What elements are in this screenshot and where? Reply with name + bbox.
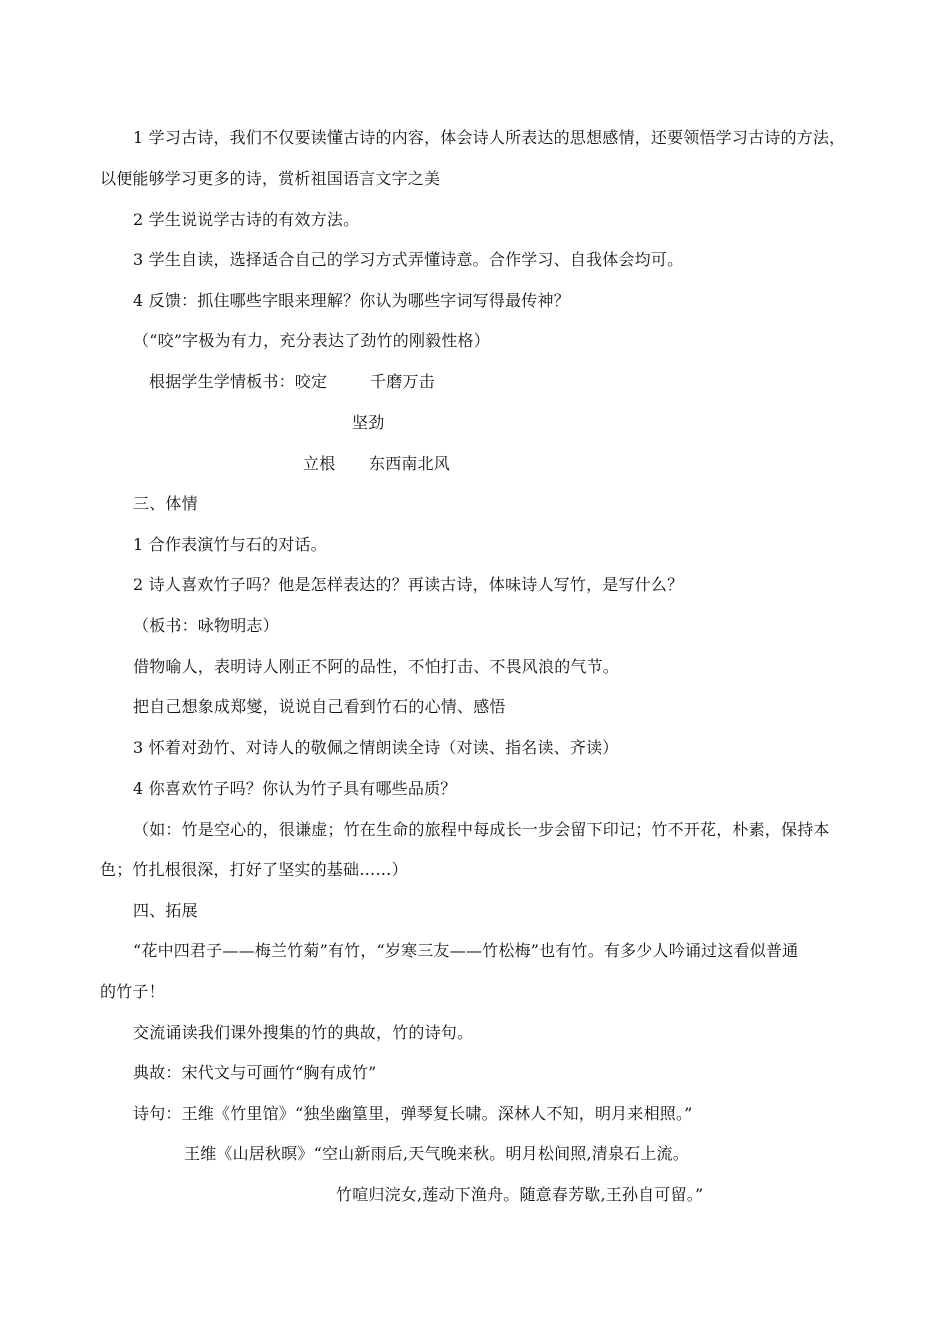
- section-heading-4: 四、拓展: [133, 901, 198, 920]
- poem-line-2: 王维《山居秋暝》“空山新雨后,天气晚来秋。明月松间照,清泉石上流。: [184, 1144, 689, 1163]
- board-writing-left: 根据学生学情板书：咬定: [149, 372, 328, 391]
- allusion-line: 典故：宋代文与可画竹“胸有成竹”: [133, 1063, 377, 1082]
- step-3-self-reading: 3 学生自读，选择适合自己的学习方式弄懂诗意。合作学习、自我体会均可。: [133, 250, 684, 269]
- board-writing-center: 坚劲: [352, 413, 385, 432]
- paragraph-metaphor: 借物喻人，表明诗人刚正不阿的品性，不怕打击、不畏风浪的气节。: [133, 657, 620, 676]
- item-3-1: 1 合作表演竹与石的对话。: [133, 535, 327, 554]
- section-heading-3: 三、体情: [133, 494, 198, 513]
- item-3-2: 2 诗人喜欢竹子吗？他是怎样表达的？再读古诗，体味诗人写竹，是写什么？: [133, 575, 684, 594]
- paragraph-four-gentlemen-cont: 的竹子！: [100, 982, 165, 1001]
- board-writing-bottom-left: 立根: [303, 454, 336, 473]
- board-note-aspiration: （板书：咏物明志）: [133, 616, 279, 635]
- board-writing-bottom-right: 东西南北风: [369, 454, 451, 473]
- step-1-continuation: 以便能够学习更多的诗，赏析祖国语言文字之美: [100, 169, 441, 188]
- board-writing-right-top: 千磨万击: [370, 372, 435, 391]
- paragraph-exchange: 交流诵读我们课外搜集的竹的典故，竹的诗句。: [133, 1023, 474, 1042]
- item-3-3: 3 怀着对劲竹、对诗人的敬佩之情朗读全诗（对读、指名读、齐读）: [133, 738, 619, 757]
- paragraph-imagine: 把自己想象成郑燮，说说自己看到竹石的心情、感悟: [133, 697, 506, 716]
- step-2-methods: 2 学生说说学古诗的有效方法。: [133, 210, 360, 229]
- note-bamboo-qualities-cont: 色；竹扎根很深，打好了坚实的基础……）: [100, 860, 408, 879]
- note-bamboo-qualities: （如：竹是空心的，很谦虚；竹在生命的旅程中每成长一步会留下印记；竹不开花，朴素，保持本: [133, 820, 830, 839]
- poem-line-3: 竹喧归浣女,莲动下渔舟。随意春芳歇,王孙自可留。”: [336, 1185, 704, 1204]
- poem-line-1: 诗句：王维《竹里馆》“独坐幽篁里，弹琴复长啸。深林人不知，明月来相照。”: [133, 1104, 693, 1123]
- item-3-4: 4 你喜欢竹子吗？你认为竹子具有哪些品质？: [133, 779, 457, 798]
- note-bite-character: （“咬”字极为有力，充分表达了劲竹的刚毅性格）: [133, 331, 490, 350]
- step-1-learn-poem: 1 学习古诗，我们不仅要读懂古诗的内容，体会诗人所表达的思想感情，还要领悟学习古诗的方法，: [133, 128, 846, 147]
- paragraph-four-gentlemen: “花中四君子——梅兰竹菊”有竹，“岁寒三友——竹松梅”也有竹。有多少人吟诵过这看似普通: [133, 941, 799, 960]
- step-4-feedback: 4 反馈：抓住哪些字眼来理解？你认为哪些字词写得最传神？: [133, 291, 570, 310]
